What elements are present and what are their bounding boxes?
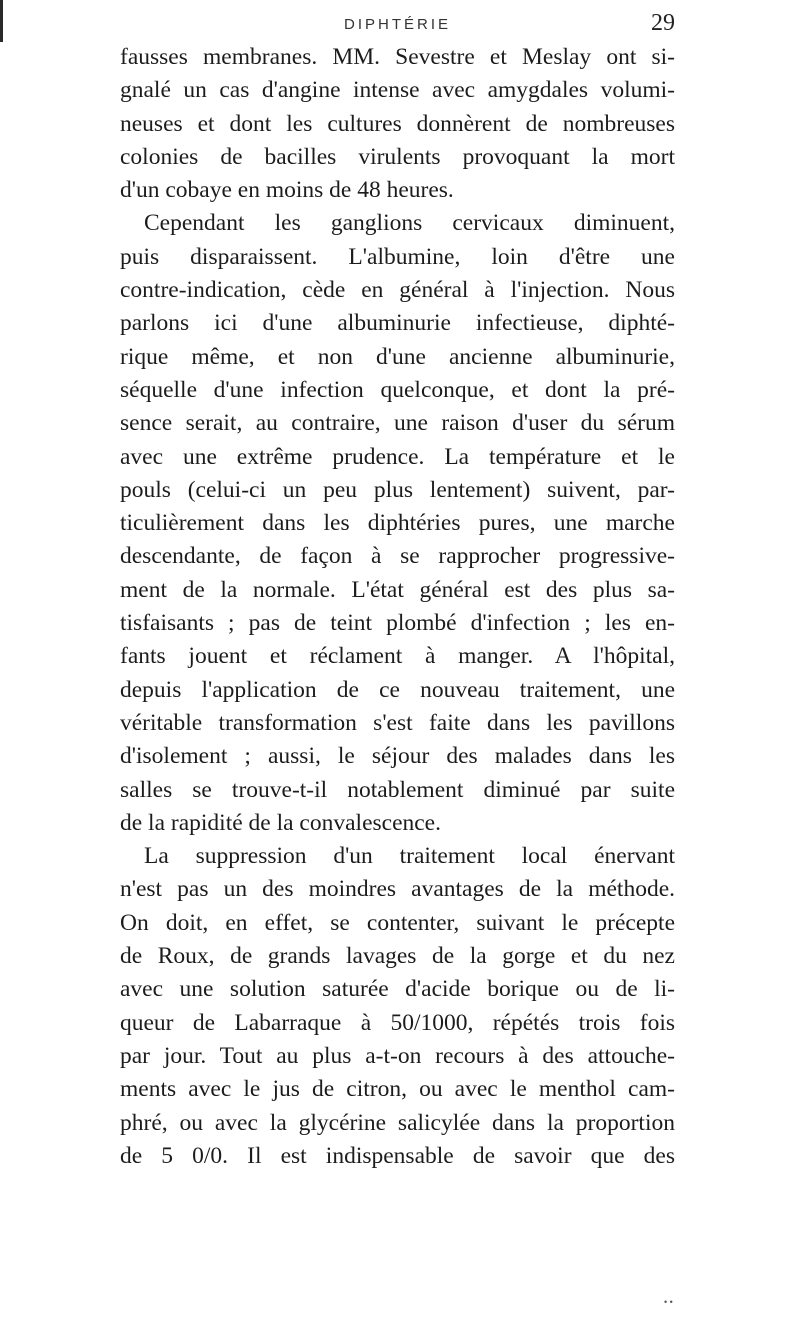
- text-line: ments avec le jus de citron, ou avec le menthol cam-: [120, 1076, 675, 1103]
- text-line: colonies de bacilles virulents provoquant la mort: [120, 143, 675, 170]
- text-line: Cependant les ganglions cervicaux diminuent,: [144, 210, 675, 237]
- text-line: gnalé un cas d'angine intense avec amygdales volumi-: [120, 77, 675, 104]
- text-line: n'est pas un des moindres avantages de la méthode.: [120, 876, 675, 903]
- text-line: sence serait, au contraire, une raison d'user du sérum: [120, 410, 675, 437]
- text-line: phré, ou avec la glycérine salicylée dans la proportion: [120, 1109, 675, 1136]
- text-line: ment de la normale. L'état général est des plus sa-: [120, 576, 675, 603]
- running-head: [120, 10, 675, 40]
- text-line: fausses membranes. MM. Sevestre et Meslay ont si-: [120, 44, 675, 70]
- body-text: [120, 41, 675, 1173]
- text-line: d'isolement ; aussi, le séjour des malades dans les: [120, 743, 675, 770]
- text-line: de Roux, de grands lavages de la gorge et du nez: [120, 943, 675, 970]
- paragraph: [120, 207, 675, 840]
- text-line: séquelle d'une infection quelconque, et dont la pré-: [120, 376, 675, 403]
- paragraph: [120, 41, 675, 207]
- text-line: par jour. Tout au plus a-t-on recours à des attouche-: [120, 1042, 675, 1069]
- page-number: 29: [651, 10, 675, 36]
- footer-mark: • •: [664, 1297, 673, 1307]
- text-line: avec une solution saturée d'acide borique ou de li-: [120, 976, 675, 1003]
- text-line: neuses et dont les cultures donnèrent de nombreuses: [120, 110, 675, 137]
- text-line: avec une extrême prudence. La température et le: [120, 443, 675, 470]
- text-line: ticulièrement dans les diphtéries pures, une marche: [120, 510, 675, 537]
- paragraph: [120, 840, 675, 1173]
- text-line: puis disparaissent. L'albumine, loin d'être une: [120, 243, 675, 270]
- running-title: DIPHTÉRIE: [343, 16, 451, 33]
- text-line: fants jouent et réclament à manger. A l'hôpital,: [120, 643, 675, 670]
- text-line: contre-indication, cède en général à l'injection. Nous: [120, 277, 675, 304]
- text-line: tisfaisants ; pas de teint plombé d'infection ; les en-: [120, 610, 675, 637]
- text-line: queur de Labarraque à 50/1000, répétés trois fois: [120, 1009, 675, 1036]
- text-line: depuis l'application de ce nouveau traitement, une: [120, 676, 675, 703]
- text-line: de la rapidité de la convalescence.: [120, 809, 441, 836]
- text-line: de 5 0/0. Il est indispensable de savoir que des: [120, 1142, 675, 1169]
- text-line: véritable transformation s'est faite dans les pavillons: [120, 709, 675, 736]
- text-line: La suppression d'un traitement local énervant: [144, 843, 675, 870]
- text-line: salles se trouve-t-il notablement diminué par suite: [120, 776, 675, 803]
- text-line: On doit, en effet, se contenter, suivant le précepte: [120, 909, 675, 936]
- text-line: parlons ici d'une albuminurie infectieuse, diphté-: [120, 310, 675, 337]
- text-line: pouls (celui-ci un peu plus lentement) suivent, par-: [120, 476, 675, 503]
- text-line: d'un cobaye en moins de 48 heures.: [120, 177, 454, 204]
- page-edge-mark: [0, 0, 3, 42]
- text-line: rique même, et non d'une ancienne albuminurie,: [120, 343, 675, 370]
- text-line: descendante, de façon à se rapprocher progressive-: [120, 543, 675, 570]
